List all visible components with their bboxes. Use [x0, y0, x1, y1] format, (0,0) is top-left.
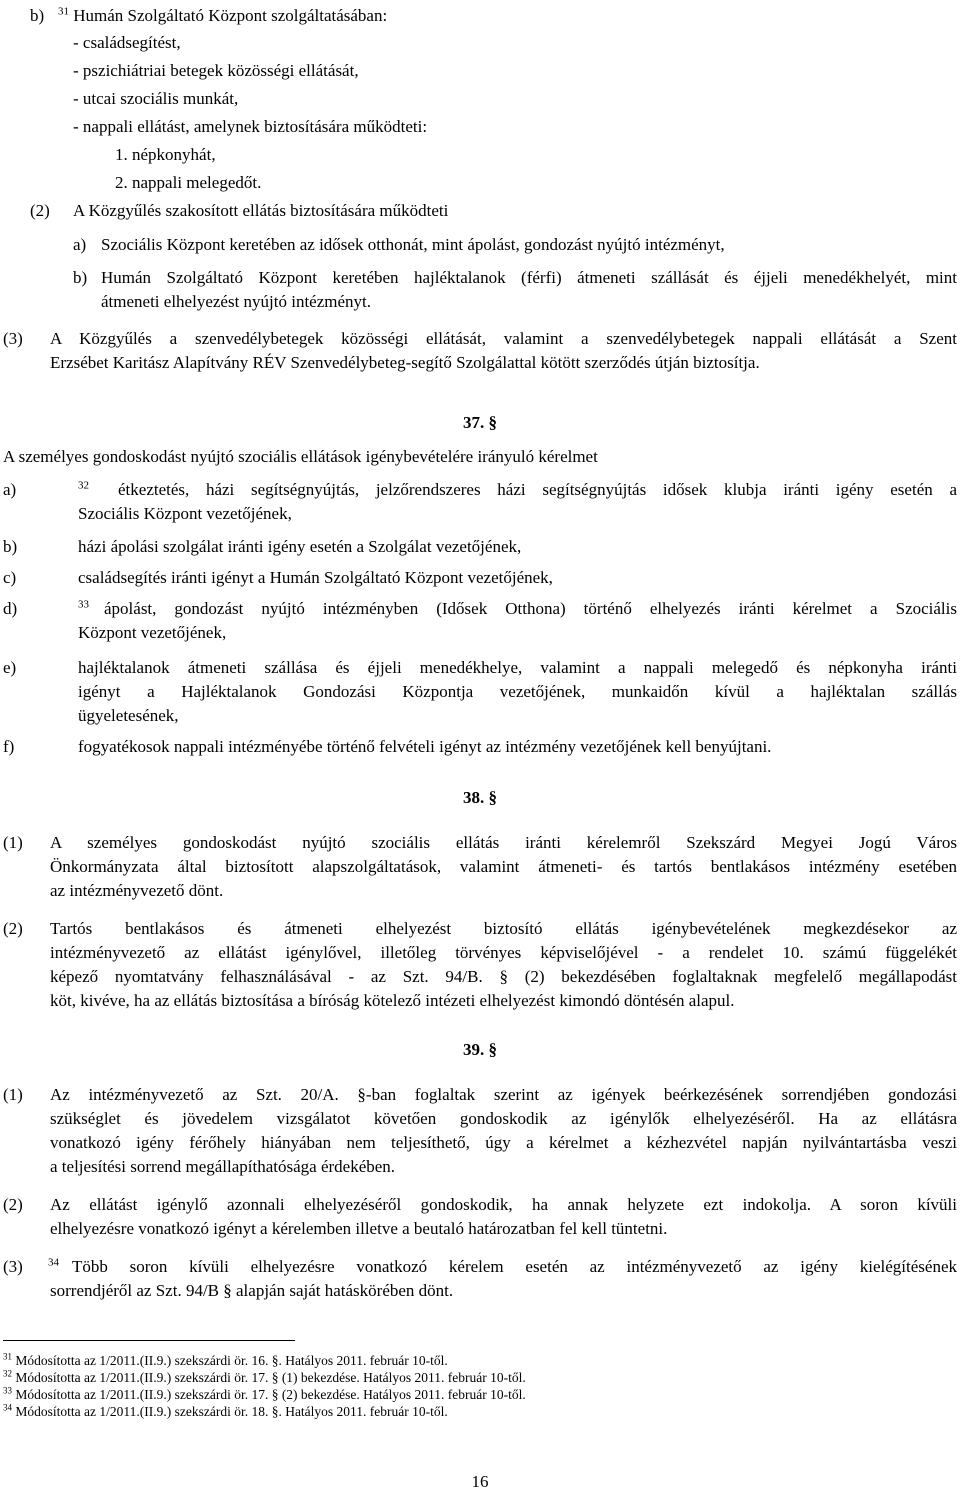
item-b-heading: $^{31}$ Humán Szolgáltató Központ szolgáltatásában: — [58, 5, 388, 25]
item-text: Központ vezetőjének, — [78, 623, 227, 642]
paragraph-number: (1) — [3, 833, 23, 852]
paragraph-text: a teljesítési sorrend megállapíthatósága érdekében. — [50, 1157, 396, 1176]
section-intro: A személyes gondoskodást nyújtó szociális ellátások igénybevételére irányuló kérelmet — [3, 447, 598, 466]
item-label: f) — [3, 737, 15, 756]
paragraph-text: Az intézményvezető az Szt. 20/A. §-ban foglaltak szerint az igények beérkezésének sorrendjében gondozási — [50, 1085, 957, 1104]
footnote-separator — [3, 1340, 295, 1341]
item-text: családsegítés iránti igényt a Humán Szolgáltató Központ vezetőjének, — [78, 568, 553, 587]
footnote-ref-31: 31 — [58, 5, 69, 18]
footnote: $^{31}$ Módosította az 1/2011.(II.9.) szekszárdi ör. 16. §. Hatályos 2011. február 10-től. — [3, 1351, 448, 1368]
item-label: b) — [3, 537, 18, 556]
paragraph-text: képező nyomtatvány felhasználásával - az Szt. 94/B. § (2) bekezdésében foglaltaknak megfelelő megállapodást — [50, 967, 957, 986]
section-heading-39: 39. § — [463, 1040, 497, 1059]
item-text: ügyeletesének, — [78, 706, 179, 725]
paragraph-text: köt, kivéve, ha az ellátás biztosítása a bíróság kötelező intézeti elhelyezést kimondó döntésén alapul. — [50, 991, 735, 1010]
paragraph-text: A Közgyűlés szakosított ellátás biztosítására működteti — [73, 201, 449, 220]
footnote-ref-34: 34 — [48, 1256, 59, 1269]
section-heading-38: 38. § — [463, 788, 497, 807]
paragraph-number: (3) — [3, 1257, 23, 1276]
item-text: Szociális Központ keretében az idősek otthonát, mint ápolást, gondozást nyújtó intézményt, — [101, 235, 725, 254]
item-text: hajléktalanok átmeneti szállása és éjjeli menedékhelye, valamint a nappali melegedő és népkonyha iránti — [78, 658, 957, 677]
paragraph-text: Önkormányzata által biztosított alapszolgáltatások, valamint átmeneti- és tartós bentlakásos intézmény esetében — [50, 857, 957, 876]
sub-list-item: 1. népkonyhát, — [115, 145, 216, 164]
page-number: 16 — [471, 1472, 489, 1491]
item-text: átmeneti elhelyezést nyújtó intézményt. — [101, 292, 372, 311]
paragraph-text: vonatkozó igény férőhely hiányában nem teljesíthető, úgy a kérelmet a kézhezvétel napján nyilvántartásba veszi — [50, 1133, 957, 1152]
section-heading-37: 37. § — [463, 413, 497, 432]
paragraph-text: A személyes gondoskodást nyújtó szociális ellátás iránti kérelemről Szekszárd Megyei Jogú Város — [50, 833, 957, 852]
item-label: b) — [73, 268, 88, 287]
paragraph-text: A Közgyűlés a szenvedélybetegek közösségi ellátását, valamint a szenvedélybetegek nappali ellátását a Szent — [50, 329, 957, 348]
item-label: d) — [3, 599, 18, 618]
list-item: - családsegítést, — [73, 33, 181, 52]
paragraph-number: (2) — [3, 1195, 23, 1214]
paragraph-text: az intézményvezető dönt. — [50, 881, 224, 900]
item-label: a) — [73, 235, 87, 254]
footnote: $^{33}$ Módosította az 1/2011.(II.9.) szekszárdi ör. 17. § (2) bekezdése. Hatályos 2011. február 10-től. — [3, 1385, 526, 1402]
paragraph-number: (3) — [3, 329, 23, 348]
footnote-ref-33: 33 — [78, 598, 89, 611]
list-item: - pszichiátriai betegek közösségi ellátását, — [73, 61, 359, 80]
paragraph-number: (1) — [3, 1085, 23, 1104]
list-item: - utcai szociális munkát, — [73, 89, 239, 108]
item-label: a) — [3, 480, 17, 499]
paragraph-text: Az ellátást igénylő azonnali elhelyezéséről gondoskodik, ha annak helyzete ezt indokolja. A soron kívüli — [50, 1195, 957, 1214]
item-text: igényt a Hajléktalanok Gondozási Központja vezetőjének, munkaidőn kívül a hajléktalan szállás — [78, 682, 957, 701]
item-text: házi ápolási szolgálat iránti igény esetén a Szolgálat vezetőjének, — [78, 537, 522, 556]
item-text: Humán Szolgáltató Központ keretében hajléktalanok (férfi) átmeneti szállását és éjjeli menedékhelyét, mint — [101, 268, 957, 287]
paragraph-text: Erzsébet Karitász Alapítvány RÉV Szenvedélybeteg-segítő Szolgálattal kötött szerződés útján biztosítja. — [50, 353, 760, 372]
list-item: - nappali ellátást, amelynek biztosítására működteti: — [73, 117, 428, 136]
item-text: ápolást, gondozást nyújtó intézményben (Idősek Otthona) történő elhelyezés iránti kérelmet a Szociális — [104, 599, 957, 618]
sub-list-item: 2. nappali melegedőt. — [115, 173, 262, 192]
item-text: Szociális Központ vezetőjének, — [78, 504, 292, 523]
item-text: fogyatékosok nappali intézményébe történő felvételi igényt az intézmény vezetőjének kell benyújtani. — [78, 737, 772, 756]
item-text: étkeztetés, házi segítségnyújtás, jelzőrendszeres házi segítségnyújtás idősek klubja iránti igény esetén a — [118, 480, 957, 499]
paragraph-text: sorrendjéről az Szt. 94/B § alapján saját hatáskörében dönt. — [50, 1281, 454, 1300]
paragraph-text: Több soron kívüli elhelyezésre vonatkozó kérelem esetén az intézményvezető az igény kielégítésének — [72, 1257, 957, 1276]
paragraph-number: (2) — [30, 201, 50, 220]
footnote-ref-32: 32 — [78, 479, 89, 492]
item-label: e) — [3, 658, 17, 677]
item-b-label: b) — [30, 6, 45, 25]
paragraph-text: elhelyezésre vonatkozó igényt a kérelemben illetve a beutaló határozatban fel kell tüntetni. — [50, 1219, 668, 1238]
footnote: $^{32}$ Módosította az 1/2011.(II.9.) szekszárdi ör. 17. § (1) bekezdése. Hatályos 2011. február 10-től. — [3, 1368, 526, 1385]
footnote: $^{34}$ Módosította az 1/2011.(II.9.) szekszárdi ör. 18. §. Hatályos 2011. február 10-től. — [3, 1402, 448, 1419]
paragraph-text: szükséglet és jövedelem vizsgálatot követően gondoskodik az igénylők elhelyezéséről. Ha az ellátásra — [50, 1109, 957, 1128]
paragraph-number: (2) — [3, 919, 23, 938]
paragraph-text: Tartós bentlakásos és átmeneti elhelyezést biztosító ellátás igénybevételének megkezdésekor az — [50, 919, 957, 938]
paragraph-text: intézményvezető az ellátást igénylővel, illetőleg törvényes képviselőjével - a rendelet 10. számú függelékét — [50, 943, 957, 962]
item-label: c) — [3, 568, 17, 587]
